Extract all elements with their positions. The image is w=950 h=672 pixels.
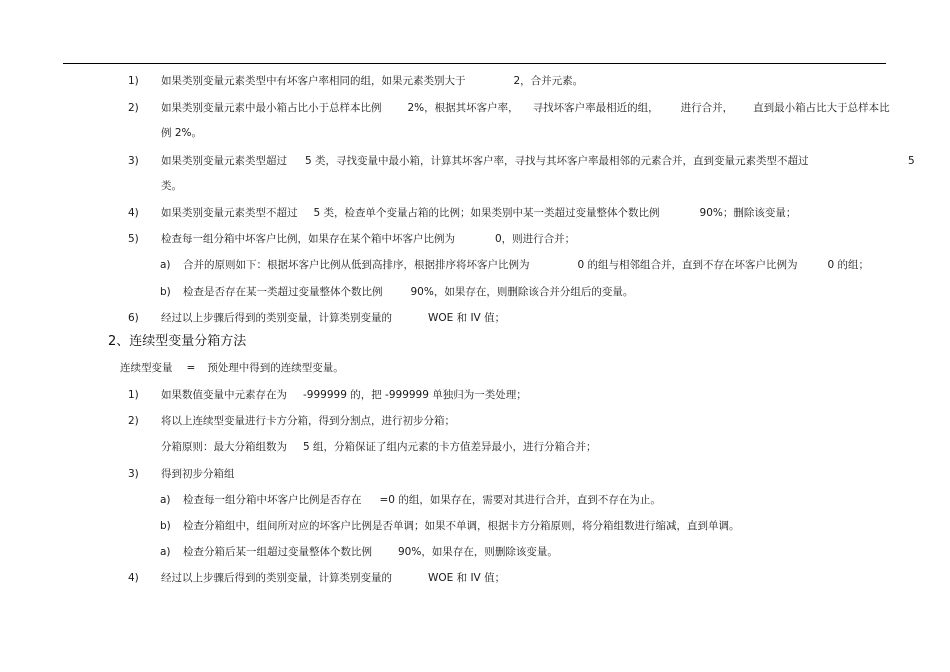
item-number: 3) (128, 468, 139, 480)
paragraph-line-cont: 例 2%。 (161, 127, 202, 139)
paragraph-line-end: 5 (908, 155, 915, 167)
intro-line: 连续型变量 = 预处理中得到的连续型变量。 (120, 362, 344, 374)
paragraph-line: 经过以上步骤后得到的类别变量，计算类别变量的 WOE 和 IV 值； (161, 572, 506, 584)
paragraph-line: 如果类别变量元素类型中有坏客户率相同的组，如果元素类别大于 2，合并元素。 (161, 75, 584, 87)
paragraph-line: 将以上连续型变量进行卡方分箱，得到分割点，进行初步分箱； (161, 415, 455, 427)
item-number: a) (160, 546, 171, 558)
paragraph-line: 如果类别变量元素中最小箱占比小于总样本比例 2%，根据其坏客户率， 寻找坏客户率最相近的组， 进行合并， 直到最小箱占比大于总样本比 (161, 102, 890, 114)
item-number: a) (160, 494, 171, 506)
item-number: 1) (128, 389, 139, 401)
item-number: 4) (128, 572, 139, 584)
item-number: 5) (128, 233, 139, 245)
paragraph-line: 检查每一组分箱中坏客户比例，如果存在某个箱中坏客户比例为 0，则进行合并； (161, 233, 576, 245)
item-number: a) (160, 259, 171, 271)
item-number: 3) (128, 155, 139, 167)
paragraph-line: 分箱原则：最大分箱组数为 5 组，分箱保证了组内元素的卡方值差异最小，进行分箱合并； (161, 441, 597, 453)
paragraph-line: 如果类别变量元素类型不超过 5 类，检查单个变量占箱的比例；如果类别中某一类超过变量整体个数比例 90%；删除该变量； (161, 207, 797, 219)
item-number: b) (160, 520, 171, 532)
item-number: b) (160, 286, 171, 298)
paragraph-line: 检查是否存在某一类超过变量整体个数比例 90%，如果存在，则删除该合并分组后的变量。 (183, 286, 634, 298)
paragraph-line: 经过以上步骤后得到的类别变量，计算类别变量的 WOE 和 IV 值； (161, 312, 506, 324)
paragraph-line: 检查每一组分箱中坏客户比例是否存在 =0 的组，如果存在，需要对其进行合并，直到不存在为止。 (183, 494, 661, 506)
paragraph-line-cont: 类。 (161, 180, 182, 192)
section-heading: 2、连续型变量分箱方法 (108, 334, 247, 349)
paragraph-line: 如果类别变量元素类型超过 5 类，寻找变量中最小箱，计算其坏客户率，寻找与其坏客户率最相邻的元素合并，直到变量元素类型不超过 (161, 155, 809, 167)
paragraph-line: 检查分箱组中，组间所对应的坏客户比例是否单调；如果不单调，根据卡方分箱原则，将分箱组数进行缩减，直到单调。 (183, 520, 740, 532)
item-number: 6) (128, 312, 139, 324)
item-number: 2) (128, 415, 139, 427)
item-number: 4) (128, 207, 139, 219)
paragraph-line: 如果数值变量中元素存在为 -999999 的，把 -999999 单独归为一类处理； (161, 389, 527, 401)
paragraph-line: 得到初步分箱组 (161, 468, 235, 480)
paragraph-line: 合并的原则如下：根据坏客户比例从低到高排序，根据排序将坏客户比例为 0 的组与相邻组合并，直到不存在坏客户比例为 0 的组； (183, 259, 870, 271)
item-number: 1) (128, 75, 139, 87)
item-number: 2) (128, 102, 139, 114)
paragraph-line: 检查分箱后某一组超过变量整体个数比例 90%，如果存在，则删除该变量。 (183, 546, 558, 558)
header-rule (63, 63, 886, 64)
